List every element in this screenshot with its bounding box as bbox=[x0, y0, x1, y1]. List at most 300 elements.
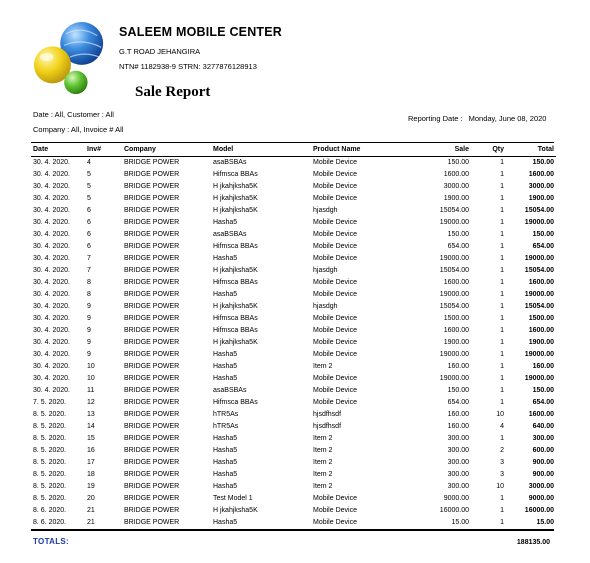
cell-model: Hasha5 bbox=[213, 255, 238, 262]
cell-date: 30. 4. 2020. bbox=[33, 291, 70, 298]
cell-date: 30. 4. 2020. bbox=[33, 159, 70, 166]
cell-total: 900.00 bbox=[532, 459, 554, 466]
cell-total: 3000.00 bbox=[528, 183, 554, 190]
cell-inv: 15 bbox=[87, 435, 95, 442]
table-row bbox=[31, 457, 556, 469]
table-row bbox=[31, 505, 556, 517]
cell-date: 8. 5. 2020. bbox=[33, 411, 67, 418]
cell-product-name: Item 2 bbox=[313, 459, 333, 466]
cell-total: 1600.00 bbox=[528, 171, 554, 178]
cell-product-name: Mobile Device bbox=[313, 183, 357, 190]
col-product-name: Product Name bbox=[313, 146, 361, 153]
cell-model: Test Model 1 bbox=[213, 495, 253, 502]
cell-inv: 21 bbox=[87, 519, 95, 526]
cell-model: Hasha5 bbox=[213, 483, 238, 490]
cell-inv: 9 bbox=[87, 303, 91, 310]
cell-date: 30. 4. 2020. bbox=[33, 195, 70, 202]
cell-company: BRIDGE POWER bbox=[124, 255, 180, 262]
cell-model: Hasha5 bbox=[213, 291, 238, 298]
cell-inv: 6 bbox=[87, 219, 91, 226]
table-row bbox=[31, 157, 556, 170]
cell-date: 30. 4. 2020. bbox=[33, 231, 70, 238]
reporting-date bbox=[408, 114, 546, 123]
cell-total: 1600.00 bbox=[528, 327, 554, 334]
cell-company: BRIDGE POWER bbox=[124, 411, 180, 418]
cell-total: 19000.00 bbox=[524, 291, 554, 298]
table-header-row bbox=[31, 143, 556, 157]
table-row bbox=[31, 481, 556, 493]
cell-date: 30. 4. 2020. bbox=[33, 171, 70, 178]
report-title: Sale Report bbox=[135, 84, 211, 100]
reporting-date-value: Monday, June 08, 2020 bbox=[468, 114, 547, 123]
table-row bbox=[31, 493, 556, 505]
cell-sale: 300.00 bbox=[447, 483, 469, 490]
cell-inv: 16 bbox=[87, 447, 95, 454]
cell-qty: 1 bbox=[500, 327, 504, 334]
table-row bbox=[31, 217, 556, 229]
cell-company: BRIDGE POWER bbox=[124, 195, 180, 202]
table-row bbox=[31, 313, 556, 325]
col-sale: Sale bbox=[454, 146, 469, 153]
cell-sale: 19000.00 bbox=[439, 351, 469, 358]
cell-model: H jkahjksha5K bbox=[213, 339, 258, 346]
cell-sale: 19000.00 bbox=[439, 375, 469, 382]
cell-sale: 1600.00 bbox=[443, 279, 469, 286]
cell-model: Hifmsca BBAs bbox=[213, 279, 258, 286]
cell-sale: 1900.00 bbox=[443, 339, 469, 346]
cell-total: 1600.00 bbox=[528, 279, 554, 286]
cell-total: 150.00 bbox=[532, 387, 554, 394]
cell-product-name: Mobile Device bbox=[313, 519, 357, 526]
cell-sale: 160.00 bbox=[447, 363, 469, 370]
cell-product-name: Mobile Device bbox=[313, 231, 357, 238]
cell-qty: 1 bbox=[500, 339, 504, 346]
cell-sale: 15054.00 bbox=[439, 303, 469, 310]
cell-model: Hasha5 bbox=[213, 459, 238, 466]
cell-product-name: Mobile Device bbox=[313, 399, 357, 406]
cell-qty: 1 bbox=[500, 315, 504, 322]
cell-sale: 654.00 bbox=[447, 243, 469, 250]
cell-total: 1900.00 bbox=[528, 339, 554, 346]
cell-date: 30. 4. 2020. bbox=[33, 327, 70, 334]
cell-date: 30. 4. 2020. bbox=[33, 363, 70, 370]
cell-inv: 5 bbox=[87, 195, 91, 202]
cell-product-name: hjsdfhsdf bbox=[313, 411, 342, 418]
cell-qty: 1 bbox=[500, 435, 504, 442]
cell-total: 15054.00 bbox=[524, 303, 554, 310]
table-row bbox=[31, 289, 556, 301]
cell-sale: 160.00 bbox=[447, 423, 469, 430]
cell-qty: 1 bbox=[500, 231, 504, 238]
cell-product-name: Mobile Device bbox=[313, 159, 357, 166]
cell-company: BRIDGE POWER bbox=[124, 291, 180, 298]
cell-product-name: Mobile Device bbox=[313, 219, 357, 226]
table-row bbox=[31, 421, 556, 433]
cell-company: BRIDGE POWER bbox=[124, 435, 180, 442]
col-total: Total bbox=[537, 146, 554, 153]
cell-total: 19000.00 bbox=[524, 351, 554, 358]
table-row bbox=[31, 373, 556, 385]
cell-model: H jkahjksha5K bbox=[213, 267, 258, 274]
cell-company: BRIDGE POWER bbox=[124, 363, 180, 370]
cell-date: 8. 5. 2020. bbox=[33, 459, 67, 466]
cell-company: BRIDGE POWER bbox=[124, 519, 180, 526]
cell-company: BRIDGE POWER bbox=[124, 375, 180, 382]
cell-product-name: Item 2 bbox=[313, 447, 333, 454]
cell-total: 19000.00 bbox=[524, 255, 554, 262]
col-inv: Inv# bbox=[87, 146, 102, 153]
cell-sale: 1900.00 bbox=[443, 195, 469, 202]
cell-company: BRIDGE POWER bbox=[124, 399, 180, 406]
table-row bbox=[31, 277, 556, 289]
cell-total: 1600.00 bbox=[528, 411, 554, 418]
cell-qty: 1 bbox=[500, 219, 504, 226]
cell-product-name: Item 2 bbox=[313, 363, 333, 370]
cell-total: 150.00 bbox=[532, 159, 554, 166]
cell-date: 8. 5. 2020. bbox=[33, 447, 67, 454]
cell-sale: 300.00 bbox=[447, 459, 469, 466]
sales-table bbox=[31, 143, 556, 529]
cell-date: 30. 4. 2020. bbox=[33, 279, 70, 286]
cell-sale: 19000.00 bbox=[439, 219, 469, 226]
table-row bbox=[31, 433, 556, 445]
cell-date: 8. 5. 2020. bbox=[33, 495, 67, 502]
cell-total: 19000.00 bbox=[524, 219, 554, 226]
cell-date: 30. 4. 2020. bbox=[33, 387, 70, 394]
cell-sale: 9000.00 bbox=[443, 495, 469, 502]
cell-inv: 10 bbox=[87, 363, 95, 370]
cell-qty: 1 bbox=[500, 255, 504, 262]
cell-product-name: Mobile Device bbox=[313, 351, 357, 358]
cell-product-name: Mobile Device bbox=[313, 255, 357, 262]
table-row bbox=[31, 229, 556, 241]
col-company: Company bbox=[124, 146, 156, 153]
cell-product-name: hjasdgh bbox=[313, 303, 338, 310]
cell-sale: 300.00 bbox=[447, 447, 469, 454]
company-name: SALEEM MOBILE CENTER bbox=[119, 25, 283, 39]
cell-qty: 1 bbox=[500, 207, 504, 214]
cell-model: Hifmsca BBAs bbox=[213, 243, 258, 250]
table-row bbox=[31, 337, 556, 349]
cell-date: 30. 4. 2020. bbox=[33, 303, 70, 310]
table-row bbox=[31, 445, 556, 457]
filter-company-invoice: Company : All, Invoice # All bbox=[33, 125, 124, 134]
cell-model: Hasha5 bbox=[213, 351, 238, 358]
cell-inv: 9 bbox=[87, 339, 91, 346]
cell-model: asaBSBAs bbox=[213, 231, 247, 238]
table-row bbox=[31, 181, 556, 193]
cell-model: Hasha5 bbox=[213, 219, 238, 226]
cell-model: Hasha5 bbox=[213, 363, 238, 370]
cell-company: BRIDGE POWER bbox=[124, 471, 180, 478]
cell-date: 7. 5. 2020. bbox=[33, 399, 67, 406]
cell-total: 300.00 bbox=[532, 435, 554, 442]
cell-model: Hifmsca BBAs bbox=[213, 171, 258, 178]
cell-inv: 17 bbox=[87, 459, 95, 466]
cell-inv: 6 bbox=[87, 231, 91, 238]
company-address: G.T ROAD JEHANGIRA bbox=[119, 47, 201, 56]
cell-company: BRIDGE POWER bbox=[124, 339, 180, 346]
cell-product-name: hjasdgh bbox=[313, 267, 338, 274]
cell-inv: 5 bbox=[87, 171, 91, 178]
cell-sale: 16000.00 bbox=[439, 507, 469, 514]
cell-model: H jkahjksha5K bbox=[213, 507, 258, 514]
cell-total: 15.00 bbox=[536, 519, 554, 526]
cell-date: 30. 4. 2020. bbox=[33, 339, 70, 346]
cell-date: 8. 6. 2020. bbox=[33, 507, 67, 514]
cell-qty: 2 bbox=[500, 447, 504, 454]
totals-value: 188135.00 bbox=[516, 539, 550, 546]
cell-inv: 9 bbox=[87, 315, 91, 322]
cell-total: 654.00 bbox=[532, 243, 554, 250]
cell-product-name: Item 2 bbox=[313, 483, 333, 490]
cell-sale: 15054.00 bbox=[439, 207, 469, 214]
cell-product-name: Mobile Device bbox=[313, 387, 357, 394]
cell-qty: 1 bbox=[500, 519, 504, 526]
cell-date: 30. 4. 2020. bbox=[33, 375, 70, 382]
cell-sale: 19000.00 bbox=[439, 291, 469, 298]
cell-inv: 7 bbox=[87, 267, 91, 274]
cell-product-name: Item 2 bbox=[313, 471, 333, 478]
cell-qty: 1 bbox=[500, 291, 504, 298]
cell-inv: 4 bbox=[87, 159, 91, 166]
filter-date-customer: Date : All, Customer : All bbox=[33, 110, 114, 119]
cell-qty: 4 bbox=[500, 423, 504, 430]
cell-total: 1500.00 bbox=[528, 315, 554, 322]
cell-company: BRIDGE POWER bbox=[124, 159, 180, 166]
cell-qty: 1 bbox=[500, 507, 504, 514]
cell-inv: 11 bbox=[87, 387, 95, 394]
cell-model: Hasha5 bbox=[213, 375, 238, 382]
cell-date: 8. 5. 2020. bbox=[33, 483, 67, 490]
cell-qty: 3 bbox=[500, 459, 504, 466]
cell-date: 30. 4. 2020. bbox=[33, 315, 70, 322]
cell-qty: 1 bbox=[500, 159, 504, 166]
cell-qty: 10 bbox=[496, 483, 504, 490]
cell-date: 30. 4. 2020. bbox=[33, 207, 70, 214]
cell-date: 8. 5. 2020. bbox=[33, 471, 67, 478]
cell-model: Hifmsca BBAs bbox=[213, 327, 258, 334]
cell-total: 900.00 bbox=[532, 471, 554, 478]
cell-qty: 1 bbox=[500, 351, 504, 358]
cell-model: H jkahjksha5K bbox=[213, 207, 258, 214]
cell-total: 654.00 bbox=[532, 399, 554, 406]
company-logo bbox=[31, 20, 109, 98]
cell-product-name: Mobile Device bbox=[313, 195, 357, 202]
cell-qty: 1 bbox=[500, 375, 504, 382]
cell-inv: 5 bbox=[87, 183, 91, 190]
cell-product-name: Mobile Device bbox=[313, 375, 357, 382]
cell-total: 9000.00 bbox=[528, 495, 554, 502]
table-row bbox=[31, 409, 556, 421]
table-row bbox=[31, 265, 556, 277]
cell-qty: 1 bbox=[500, 387, 504, 394]
cell-product-name: Item 2 bbox=[313, 435, 333, 442]
cell-product-name: Mobile Device bbox=[313, 495, 357, 502]
cell-product-name: Mobile Device bbox=[313, 291, 357, 298]
cell-product-name: Mobile Device bbox=[313, 279, 357, 286]
cell-total: 16000.00 bbox=[524, 507, 554, 514]
cell-model: Hasha5 bbox=[213, 471, 238, 478]
cell-sale: 300.00 bbox=[447, 435, 469, 442]
cell-company: BRIDGE POWER bbox=[124, 219, 180, 226]
cell-sale: 15.00 bbox=[451, 519, 469, 526]
cell-company: BRIDGE POWER bbox=[124, 171, 180, 178]
table-row bbox=[31, 469, 556, 481]
cell-company: BRIDGE POWER bbox=[124, 267, 180, 274]
cell-date: 30. 4. 2020. bbox=[33, 351, 70, 358]
table-body bbox=[31, 157, 556, 530]
cell-company: BRIDGE POWER bbox=[124, 303, 180, 310]
cell-model: hTR5As bbox=[213, 423, 239, 430]
cell-model: Hasha5 bbox=[213, 519, 238, 526]
cell-sale: 300.00 bbox=[447, 471, 469, 478]
cell-total: 640.00 bbox=[532, 423, 554, 430]
cell-company: BRIDGE POWER bbox=[124, 279, 180, 286]
cell-sale: 150.00 bbox=[447, 159, 469, 166]
cell-inv: 21 bbox=[87, 507, 95, 514]
cell-product-name: hjsdfhsdf bbox=[313, 423, 342, 430]
cell-date: 30. 4. 2020. bbox=[33, 219, 70, 226]
cell-company: BRIDGE POWER bbox=[124, 387, 180, 394]
cell-company: BRIDGE POWER bbox=[124, 327, 180, 334]
cell-model: H jkahjksha5K bbox=[213, 303, 258, 310]
cell-inv: 20 bbox=[87, 495, 95, 502]
cell-inv: 9 bbox=[87, 327, 91, 334]
cell-total: 15054.00 bbox=[524, 207, 554, 214]
cell-total: 1900.00 bbox=[528, 195, 554, 202]
cell-date: 30. 4. 2020. bbox=[33, 255, 70, 262]
cell-inv: 14 bbox=[87, 423, 95, 430]
col-qty: Qty bbox=[492, 146, 504, 153]
cell-product-name: Mobile Device bbox=[313, 327, 357, 334]
cell-sale: 160.00 bbox=[447, 411, 469, 418]
cell-qty: 1 bbox=[500, 363, 504, 370]
cell-inv: 9 bbox=[87, 351, 91, 358]
col-date: Date bbox=[33, 146, 49, 153]
cell-qty: 1 bbox=[500, 399, 504, 406]
cell-date: 30. 4. 2020. bbox=[33, 183, 70, 190]
cell-model: Hifmsca BBAs bbox=[213, 399, 258, 406]
cell-total: 15054.00 bbox=[524, 267, 554, 274]
cell-company: BRIDGE POWER bbox=[124, 459, 180, 466]
cell-total: 150.00 bbox=[532, 231, 554, 238]
cell-sale: 19000.00 bbox=[439, 255, 469, 262]
cell-model: H jkahjksha5K bbox=[213, 183, 258, 190]
cell-company: BRIDGE POWER bbox=[124, 507, 180, 514]
cell-qty: 1 bbox=[500, 183, 504, 190]
cell-company: BRIDGE POWER bbox=[124, 447, 180, 454]
table-row bbox=[31, 361, 556, 373]
cell-model: Hasha5 bbox=[213, 447, 238, 454]
cell-date: 8. 5. 2020. bbox=[33, 423, 67, 430]
table-row bbox=[31, 385, 556, 397]
cell-sale: 150.00 bbox=[447, 231, 469, 238]
cell-inv: 8 bbox=[87, 279, 91, 286]
table-row bbox=[31, 301, 556, 313]
cell-inv: 12 bbox=[87, 399, 95, 406]
reporting-date-label: Reporting Date : bbox=[408, 114, 463, 123]
cell-model: asaBSBAs bbox=[213, 159, 247, 166]
totals-label: TOTALS: bbox=[33, 537, 70, 546]
cell-inv: 18 bbox=[87, 471, 95, 478]
cell-qty: 1 bbox=[500, 279, 504, 286]
cell-product-name: Mobile Device bbox=[313, 507, 357, 514]
cell-model: asaBSBAs bbox=[213, 387, 247, 394]
cell-total: 600.00 bbox=[532, 447, 554, 454]
cell-qty: 1 bbox=[500, 303, 504, 310]
table-row bbox=[31, 397, 556, 409]
cell-sale: 1600.00 bbox=[443, 327, 469, 334]
cell-model: Hasha5 bbox=[213, 435, 238, 442]
table-row bbox=[31, 169, 556, 181]
cell-company: BRIDGE POWER bbox=[124, 183, 180, 190]
table-row bbox=[31, 241, 556, 253]
cell-company: BRIDGE POWER bbox=[124, 483, 180, 490]
cell-date: 30. 4. 2020. bbox=[33, 267, 70, 274]
cell-total: 3000.00 bbox=[528, 483, 554, 490]
cell-company: BRIDGE POWER bbox=[124, 207, 180, 214]
cell-sale: 15054.00 bbox=[439, 267, 469, 274]
cell-date: 8. 5. 2020. bbox=[33, 435, 67, 442]
table-row bbox=[31, 349, 556, 361]
cell-date: 30. 4. 2020. bbox=[33, 243, 70, 250]
table-row bbox=[31, 193, 556, 205]
cell-product-name: Mobile Device bbox=[313, 243, 357, 250]
ntn-strn: NTN# 1182938-9 STRN: 3277876128913 bbox=[119, 62, 257, 71]
table-row bbox=[31, 205, 556, 217]
table-row bbox=[31, 517, 556, 529]
cell-company: BRIDGE POWER bbox=[124, 351, 180, 358]
cell-qty: 1 bbox=[500, 495, 504, 502]
cell-inv: 10 bbox=[87, 375, 95, 382]
cell-product-name: Mobile Device bbox=[313, 339, 357, 346]
cell-company: BRIDGE POWER bbox=[124, 315, 180, 322]
cell-company: BRIDGE POWER bbox=[124, 423, 180, 430]
table-row bbox=[31, 253, 556, 265]
cell-qty: 1 bbox=[500, 267, 504, 274]
cell-date: 8. 6. 2020. bbox=[33, 519, 67, 526]
cell-inv: 13 bbox=[87, 411, 95, 418]
cell-model: hTR5As bbox=[213, 411, 239, 418]
cell-product-name: Mobile Device bbox=[313, 171, 357, 178]
cell-qty: 10 bbox=[496, 411, 504, 418]
table-row bbox=[31, 325, 556, 337]
cell-qty: 1 bbox=[500, 171, 504, 178]
cell-company: BRIDGE POWER bbox=[124, 495, 180, 502]
cell-qty: 3 bbox=[500, 471, 504, 478]
cell-inv: 8 bbox=[87, 291, 91, 298]
cell-model: H jkahjksha5K bbox=[213, 195, 258, 202]
cell-product-name: Mobile Device bbox=[313, 315, 357, 322]
cell-company: BRIDGE POWER bbox=[124, 243, 180, 250]
cell-model: Hifmsca BBAs bbox=[213, 315, 258, 322]
cell-product-name: hjasdgh bbox=[313, 207, 338, 214]
cell-sale: 1500.00 bbox=[443, 315, 469, 322]
cell-qty: 1 bbox=[500, 195, 504, 202]
cell-inv: 6 bbox=[87, 243, 91, 250]
cell-sale: 150.00 bbox=[447, 387, 469, 394]
cell-inv: 6 bbox=[87, 207, 91, 214]
col-model: Model bbox=[213, 146, 234, 153]
cell-inv: 19 bbox=[87, 483, 95, 490]
cell-qty: 1 bbox=[500, 243, 504, 250]
cell-sale: 654.00 bbox=[447, 399, 469, 406]
cell-company: BRIDGE POWER bbox=[124, 231, 180, 238]
cell-total: 19000.00 bbox=[524, 375, 554, 382]
cell-total: 160.00 bbox=[532, 363, 554, 370]
table-bottom-rule bbox=[31, 529, 554, 531]
